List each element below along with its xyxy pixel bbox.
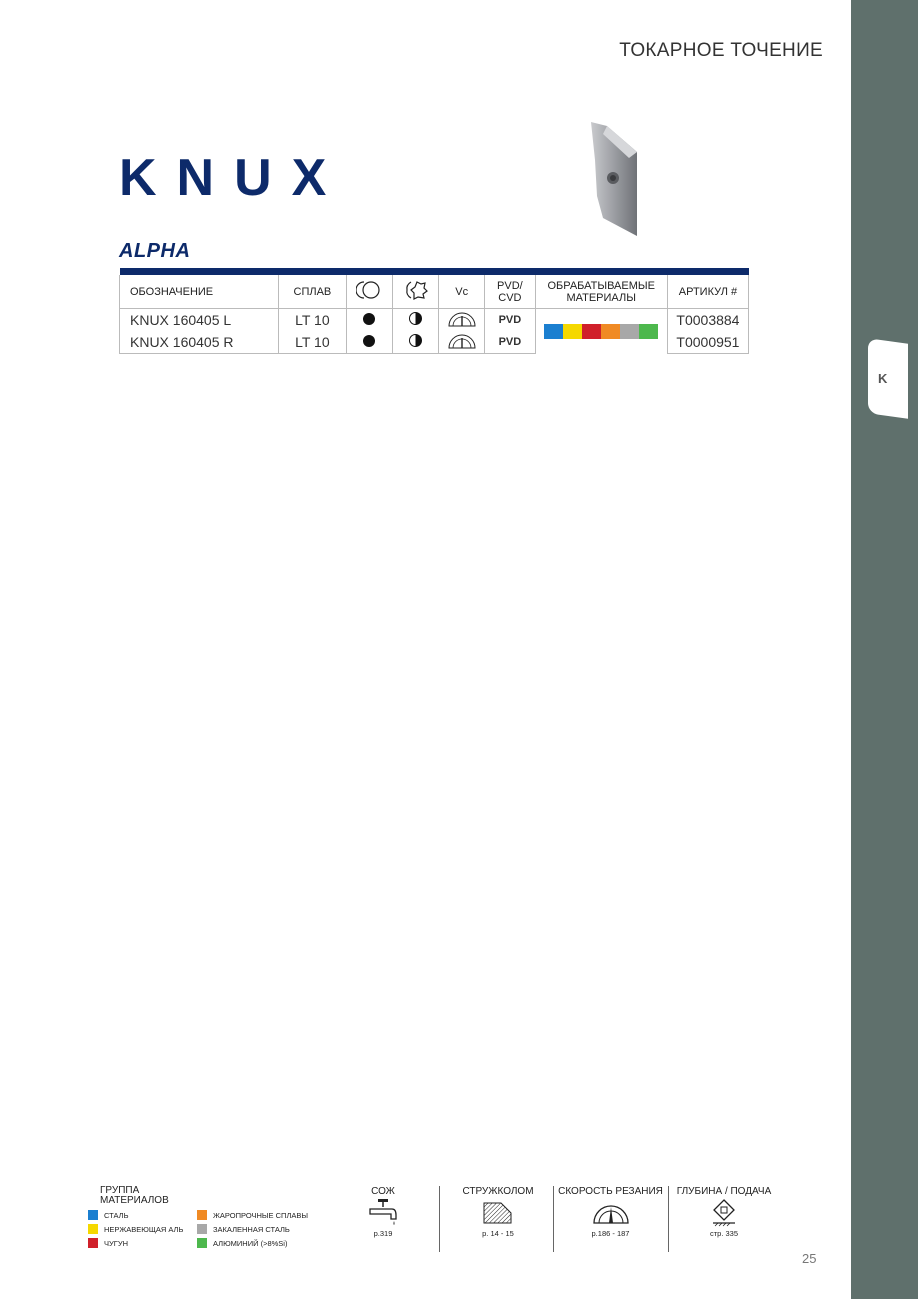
material-group-title: ГРУППА МАТЕРИАЛОВ [100, 1185, 169, 1206]
swatch-aluminium [639, 324, 658, 339]
chipbreaker-title: СТРУЖКОЛОМ [462, 1186, 534, 1197]
page-number: 25 [802, 1251, 817, 1266]
full-circle-icon [363, 313, 375, 325]
coolant-legend [353, 1186, 413, 1238]
chipbreaker-page: p. 14 - 15 [482, 1229, 514, 1238]
spec-table [119, 268, 749, 354]
alloy-cell: LT 10 [279, 331, 347, 354]
roughing-icon [403, 279, 429, 301]
legend-steel [88, 1210, 129, 1220]
coolant-title: СОЖ [371, 1186, 395, 1197]
coating-cell: PVD [485, 309, 535, 332]
legend-divider [439, 1186, 440, 1252]
swatch-steel [544, 324, 563, 339]
stainless-swatch [88, 1224, 98, 1234]
product-title: KNUX [119, 149, 347, 207]
col-roughing [392, 275, 438, 309]
col-vc: Vc [439, 275, 485, 309]
legend-steel-label: СТАЛЬ [104, 1210, 129, 1220]
col-designation: ОБОЗНАЧЕНИЕ [120, 275, 279, 309]
finishing-cell [346, 309, 392, 332]
col-coating: PVD/ CVD [485, 275, 535, 309]
full-circle-icon [363, 335, 375, 347]
table-row [120, 309, 749, 332]
swatch-superalloy [601, 324, 620, 339]
speedometer-icon [447, 332, 477, 350]
legend-hardened [197, 1224, 290, 1234]
col-finishing [346, 275, 392, 309]
legend-divider [553, 1186, 554, 1252]
cast-iron-swatch [88, 1238, 98, 1248]
finishing-cell [346, 331, 392, 354]
steel-swatch [88, 1210, 98, 1220]
swatch-cast-iron [582, 324, 601, 339]
half-circle-icon [409, 334, 422, 347]
depth-feed-title: ГЛУБИНА / ПОДАЧА [676, 1186, 772, 1197]
col-materials: ОБРАБАТЫВАЕМЫЕ МАТЕРИАЛЫ [535, 275, 667, 309]
col-article: АРТИКУЛ # [667, 275, 748, 309]
chipbreaker-icon [481, 1197, 515, 1227]
aluminium-swatch [197, 1238, 207, 1248]
article-cell: T0000951 [667, 331, 748, 354]
chapter-tab[interactable] [868, 338, 908, 419]
article-cell: T0003884 [667, 309, 748, 332]
col-alloy: СПЛАВ [279, 275, 347, 309]
coolant-tap-icon [366, 1197, 400, 1227]
vc-cell [439, 309, 485, 332]
roughing-cell [392, 309, 438, 332]
vc-cell [439, 331, 485, 354]
cutting-speed-title: СКОРОСТЬ РЕЗАНИЯ [558, 1186, 663, 1197]
legend-aluminium-label: АЛЮМИНИЙ (>8%Si) [213, 1238, 288, 1248]
cutting-speed-legend [558, 1186, 663, 1238]
legend-cast-iron-label: ЧУГУН [104, 1238, 129, 1248]
legend-stainless-label: НЕРЖАВЕЮЩАЯ АЛЬ [104, 1224, 184, 1234]
chipbreaker-legend [453, 1186, 543, 1238]
depth-feed-icon [707, 1197, 741, 1227]
coolant-page: p.319 [373, 1229, 393, 1238]
depth-feed-legend [674, 1186, 774, 1238]
sidebar-band [851, 0, 918, 1299]
finishing-icon [356, 279, 382, 301]
speedometer-icon [447, 310, 477, 328]
legend-divider [668, 1186, 669, 1252]
coating-cell: PVD [485, 331, 535, 354]
superalloy-swatch [197, 1210, 207, 1220]
cutting-speed-page: p.186 - 187 [591, 1229, 630, 1238]
material-swatches [540, 324, 663, 339]
roughing-cell [392, 331, 438, 354]
section-title: ТОКАРНОЕ ТОЧЕНИЕ [619, 40, 823, 61]
speedometer-icon [591, 1197, 631, 1227]
alloy-cell: LT 10 [279, 309, 347, 332]
chapter-tab-label: K [878, 371, 888, 386]
legend-hardened-label: ЗАКАЛЕННАЯ СТАЛЬ [213, 1224, 290, 1234]
legend-stainless [88, 1224, 183, 1234]
brand-name: ALPHA [119, 240, 191, 262]
footer-legend [88, 1186, 788, 1254]
legend-cast-iron [88, 1238, 128, 1248]
insert-image [585, 120, 645, 240]
hardened-swatch [197, 1224, 207, 1234]
legend-aluminium [197, 1238, 287, 1248]
depth-feed-page: стр. 335 [709, 1229, 739, 1238]
legend-superalloy-label: ЖАРОПРОЧНЫЕ СПЛАВЫ [213, 1210, 309, 1220]
swatch-hardened [620, 324, 639, 339]
half-circle-icon [409, 312, 422, 325]
designation-cell: KNUX 160405 R [120, 331, 279, 354]
swatch-stainless [563, 324, 582, 339]
legend-superalloy [197, 1210, 308, 1220]
materials-cell [535, 309, 667, 354]
designation-cell: KNUX 160405 L [120, 309, 279, 332]
